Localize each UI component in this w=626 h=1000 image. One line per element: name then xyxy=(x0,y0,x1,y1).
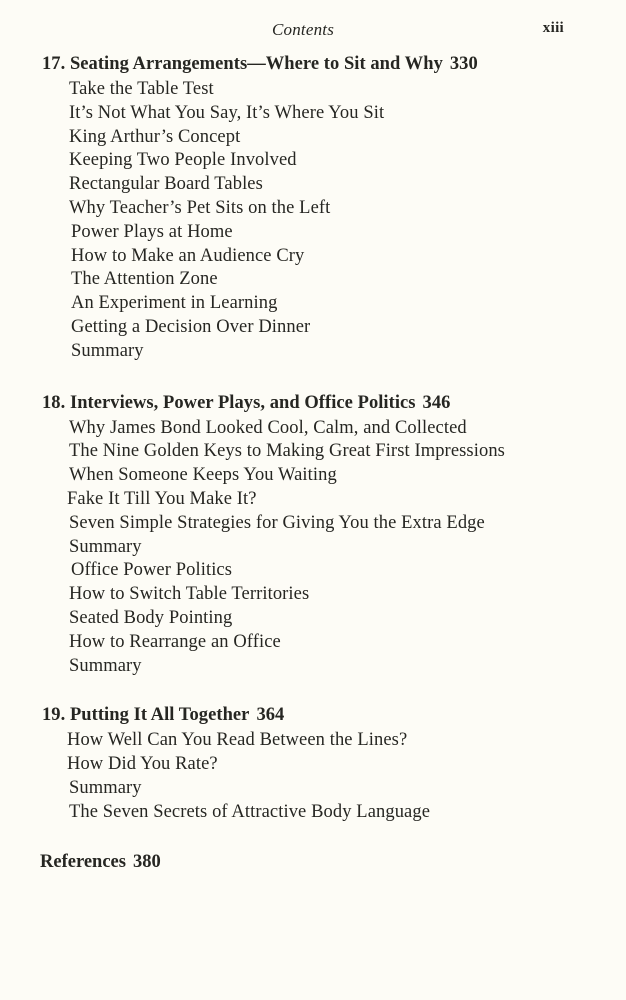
chapter-heading xyxy=(42,702,626,728)
section-entry: How to Switch Table Territories xyxy=(69,584,310,605)
section-entry: Seven Simple Strategies for Giving You the Extra Edge xyxy=(69,512,485,533)
running-title: Contents xyxy=(271,20,335,39)
page-folio: xiii xyxy=(542,20,564,36)
chapter-title: 17. Seating Arrangements—Where to Sit and Why xyxy=(42,54,443,74)
chapter-page-number: 330 xyxy=(449,54,478,74)
running-head xyxy=(0,20,626,42)
section-entry: Fake It Till You Make It? xyxy=(67,488,257,509)
section-entry: Office Power Politics xyxy=(71,560,233,581)
chapter-title: 18. Interviews, Power Plays, and Office Politics xyxy=(42,392,416,413)
section-entry: Getting a Decision Over Dinner xyxy=(71,316,311,337)
chapter-title: 19. Putting It All Together xyxy=(42,705,250,726)
section-entry: Take the Table Test xyxy=(69,79,214,99)
section-entry: King Arthur’s Concept xyxy=(69,126,241,147)
section-entry: Summary xyxy=(71,340,144,361)
chapter-page-number: 346 xyxy=(422,392,451,413)
chapter-spacer xyxy=(0,678,626,702)
section-entry: Power Plays at Home xyxy=(71,221,233,242)
section-entry: When Someone Keeps You Waiting xyxy=(69,465,337,486)
section-list xyxy=(0,78,626,364)
section-entry: Summary xyxy=(69,777,142,798)
chapter-18 xyxy=(0,390,626,679)
chapter-heading xyxy=(42,51,626,77)
section-entry: Seated Body Pointing xyxy=(69,607,233,628)
chapter-spacer xyxy=(0,364,626,390)
section-list xyxy=(0,417,626,679)
section-list xyxy=(0,729,626,824)
section-entry: The Seven Secrets of Attractive Body Language xyxy=(69,801,431,822)
chapter-spacer xyxy=(0,825,626,849)
chapter-17 xyxy=(0,51,626,364)
section-entry: Rectangular Board Tables xyxy=(69,174,263,195)
section-entry: Summary xyxy=(69,655,142,676)
section-entry: How to Make an Audience Cry xyxy=(71,245,305,266)
references-entry xyxy=(40,849,626,875)
section-entry: The Nine Golden Keys to Making Great First Impressions xyxy=(69,441,505,462)
table-of-contents xyxy=(0,51,626,875)
chapter-19 xyxy=(0,702,626,824)
section-entry: Summary xyxy=(69,536,142,557)
chapter-heading xyxy=(42,390,626,416)
references-page-number: 380 xyxy=(132,851,161,872)
section-entry: The Attention Zone xyxy=(71,269,218,290)
section-entry: How Well Can You Read Between the Lines? xyxy=(67,730,408,751)
chapter-page-number: 364 xyxy=(256,705,285,726)
section-entry: Why Teacher’s Pet Sits on the Left xyxy=(69,197,331,218)
section-entry: Why James Bond Looked Cool, Calm, and Collected xyxy=(69,417,467,438)
section-entry: It’s Not What You Say, It’s Where You Sit xyxy=(69,102,385,123)
section-entry: How to Rearrange an Office xyxy=(69,631,281,652)
section-entry: How Did You Rate? xyxy=(67,754,218,775)
section-entry: An Experiment in Learning xyxy=(71,293,278,314)
section-entry: Keeping Two People Involved xyxy=(69,150,297,171)
references-label: References xyxy=(40,851,126,872)
